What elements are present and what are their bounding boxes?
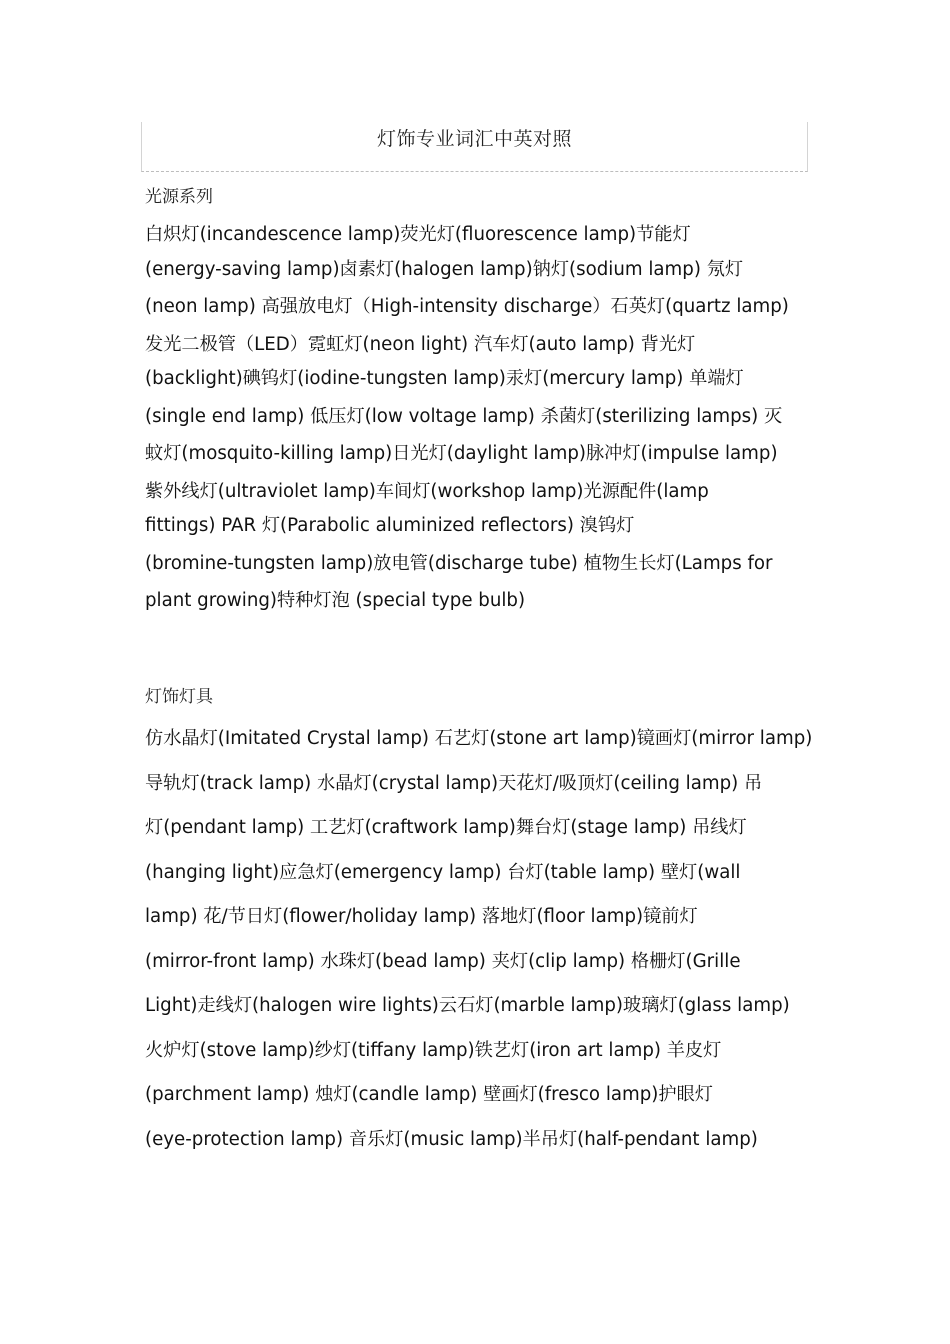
text-line: (hanging light)应急灯(emergency lamp) 台灯(table lamp) 壁灯(wall xyxy=(145,861,741,883)
text-line: (parchment lamp) 烛灯(candle lamp) 壁画灯(fresco lamp)护眼灯 xyxy=(145,1084,713,1105)
title-header-box xyxy=(141,122,808,172)
text-line: 导轨灯(track lamp) 水晶灯(crystal lamp)天花灯/吸顶灯(ceiling lamp) 吊 xyxy=(145,772,763,794)
text-line: (mirror-front lamp) 水珠灯(bead lamp) 夹灯(clip lamp) 格栅灯(Grille xyxy=(145,950,741,972)
text-line: 灯(pendant lamp) 工艺灯(craftwork lamp)舞台灯(stage lamp) 吊线灯 xyxy=(145,817,747,838)
text-line: 紫外线灯(ultraviolet lamp)车间灯(workshop lamp)光源配件(lamp xyxy=(145,480,709,502)
text-line: lamp) 花/节日灯(flower/holiday lamp) 落地灯(floor lamp)镜前灯 xyxy=(145,906,698,927)
text-line: 白炽灯(incandescence lamp)荧光灯(fluorescence lamp)节能灯 xyxy=(145,224,691,245)
section-body-light-sources xyxy=(145,222,817,626)
text-line: (neon lamp) 高强放电灯（High-intensity discharge）石英灯(quartz lamp) xyxy=(145,296,789,317)
section-body-light-fixtures xyxy=(145,726,817,1171)
text-line: (backlight)碘钨灯(iodine-tungsten lamp)汞灯(mercury lamp) 单端灯 xyxy=(145,368,744,389)
text-line: 发光二极管（LED）霓虹灯(neon light) 汽车灯(auto lamp) 背光灯 xyxy=(145,333,696,355)
section-heading-light-fixtures: 灯饰灯具 xyxy=(145,687,213,707)
text-line: Light)走线灯(halogen wire lights)云石灯(marble lamp)玻璃灯(glass lamp) xyxy=(145,995,790,1016)
text-line: 仿水晶灯(Imitated Crystal lamp) 石艺灯(stone art lamp)镜画灯(mirror lamp) xyxy=(145,728,813,749)
text-line: (eye-protection lamp) 音乐灯(music lamp)半吊灯(half-pendant lamp) xyxy=(145,1128,758,1150)
text-line: (single end lamp) 低压灯(low voltage lamp) 杀菌灯(sterilizing lamps) 灭 xyxy=(145,405,783,427)
text-line: plant growing)特种灯泡 (special type bulb) xyxy=(145,590,526,611)
text-line: 火炉灯(stove lamp)纱灯(tiffany lamp)铁艺灯(iron art lamp) 羊皮灯 xyxy=(145,1039,722,1061)
text-line: (bromine-tungsten lamp)放电管(discharge tube) 植物生长灯(Lamps for xyxy=(145,552,773,574)
text-line: fittings) PAR 灯(Parabolic aluminized reflectors) 溴钨灯 xyxy=(145,515,635,536)
section-heading-light-sources: 光源系列 xyxy=(145,187,213,207)
text-line: (energy-saving lamp)卤素灯(halogen lamp)钠灯(sodium lamp) 氖灯 xyxy=(145,258,744,280)
document-title: 灯饰专业词汇中英对照 xyxy=(376,128,572,150)
text-line: 蚊灯(mosquito-killing lamp)日光灯(daylight lamp)脉冲灯(impulse lamp) xyxy=(145,443,778,464)
